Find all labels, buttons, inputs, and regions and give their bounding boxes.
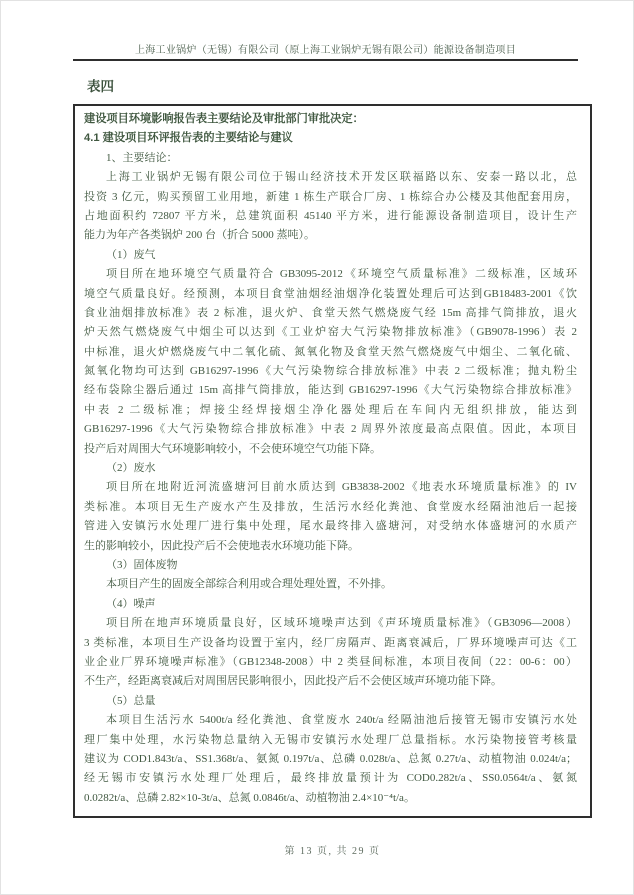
report-line: （5）总量: [106, 694, 156, 707]
header-rule: [73, 59, 578, 61]
report-line: 类标准。本项目无生产废水产生及排放，生活污水经化粪池、食堂废水经隔油池后一起接: [84, 500, 577, 513]
report-line: 投资 3 亿元，购买预留工业用地，新建 1 栋生产联合厂房、1 栋综合办公楼及其他配套用房，: [84, 190, 577, 203]
report-line: 项目所在地声环境质量良好，区域环境噪声达到《声环境质量标准》（GB3096—2008）: [106, 617, 577, 630]
report-line: 食业油烟排放标准》表 2 标准，退火炉、食堂天然气燃烧废气经 15m 高排气筒排放，退火: [84, 306, 577, 319]
report-line: 项目所在地附近河流盛塘河目前水质达到 GB3838-2002《地表水环境质量标准》的 IV: [106, 481, 577, 494]
report-line: 项目所在地环境空气质量符合 GB3095-2012《环境空气质量标准》二级标准，区域环: [106, 268, 577, 281]
report-line: （1）废气: [106, 248, 156, 261]
header-title: 上海工业锅炉（无锡）有限公司（原上海工业锅炉无锡有限公司）能源设备制造项目: [134, 45, 517, 56]
report-line: 境空气质量良好。经预测，本项目食堂油烟经油烟净化装置处理后可达到GB18483-2001《饮: [84, 287, 577, 300]
report-line: （2）废水: [106, 462, 156, 475]
report-line: 炉天然气燃烧废气中烟尘可以达到《工业炉窑大气污染物排放标准》（GB9078-1996）表 2: [84, 326, 577, 339]
report-line: 能力为年产各类锅炉 200 台（折合 5000 蒸吨）。: [84, 229, 315, 242]
report-body: [84, 110, 577, 808]
report-line: 4.1 建设项目环评报告表的主要结论与建议: [84, 132, 293, 145]
report-line: 3 类标准，本项目生产设备均设置于室内，经厂房隔声、距离衰减后，厂界环境噪声可达《工: [84, 636, 577, 649]
report-line: GB16297-1996《大气污染物综合排放标准》中表 2 周界外浓度最高点限值。因此，本项目: [84, 423, 577, 436]
report-line: 理厂集中处理，水污染物总量纳入无锡市安镇污水处理厂总量指标。水污染物接管考核量: [84, 733, 577, 746]
report-line: 不生产，经距离衰减后对周围居民影响很小，因此投产后不会使区域声环境功能下降。: [84, 675, 502, 688]
report-line: 本项目生活污水 5400t/a 经化粪池、食堂废水 240t/a 经隔油池后接管无锡市安镇污水处: [106, 714, 577, 727]
page-number: 第 13 页, 共 29 页: [284, 846, 381, 857]
report-line: 上海工业锅炉无锡有限公司位于锡山经济技术开发区联福路以东、安泰一路以北，总: [106, 171, 577, 184]
report-line: 经布袋除尘器后通过 15m 高排气筒排放，能达到 GB16297-1996《大气污染物综合排放标准》: [84, 384, 577, 397]
report-line: 氮氧化物均可达到 GB16297-1996《大气污染物综合排放标准》中表 2 二级标准；抛丸粉尘: [84, 365, 577, 378]
report-line: （4）噪声: [106, 597, 156, 610]
report-line: 业企业厂界环境噪声标准》（GB12348-2008）中 2 类昼间标准，本项目夜间（22：00-6：00）: [84, 655, 577, 668]
report-table: [73, 104, 592, 818]
page-footer: [73, 842, 592, 857]
report-line: 建议为 COD1.843t/a、SS1.368t/a、氨氮 0.197t/a、总磷 0.028t/a、总氮 0.27t/a、动植物油 0.024t/a；: [84, 752, 577, 765]
report-line: 本项目产生的固废全部综合利用或合理处理处置，不外排。: [106, 578, 392, 591]
report-line: （3）固体废物: [106, 558, 178, 571]
report-line: 中标准，退火炉燃烧废气中二氧化硫、氮氧化物及食堂天然气燃烧废气中烟尘、二氧化硫、: [84, 345, 577, 358]
report-line: 建设项目环境影响报告表主要结论及审批部门审批决定：: [84, 113, 364, 125]
report-line: 管进入安镇污水处理厂进行集中处理，尾水最终排入盛塘河，对受纳水体盛塘河的水质产: [84, 520, 577, 533]
report-line: 中表 2 二级标准；焊接尘经焊接烟尘净化器处理后在车间内无组织排放，能达到: [84, 403, 577, 416]
report-line: 0.0282t/a、总磷 2.82×10-3t/a、总氮 0.0846t/a、动植物油 2.4×10⁻⁴t/a。: [84, 791, 415, 804]
report-line: 投产后对周围大气环境影响较小，不会使环境空气功能下降。: [84, 442, 381, 455]
report-line: 经无锡市安镇污水处理厂处理后，最终排放量预计为 COD0.282t/a、SS0.0564t/a、氨氮: [84, 772, 577, 785]
report-line: 占地面积约 72807 平方米，总建筑面积 45140 平方米，进行能源设备制造项目，设计生产: [84, 209, 577, 222]
report-line: 生的影响较小，因此投产后不会使地表水环境功能下降。: [84, 539, 359, 552]
report-line: 1、主要结论：: [106, 151, 178, 164]
table-label: 表四: [87, 79, 114, 94]
